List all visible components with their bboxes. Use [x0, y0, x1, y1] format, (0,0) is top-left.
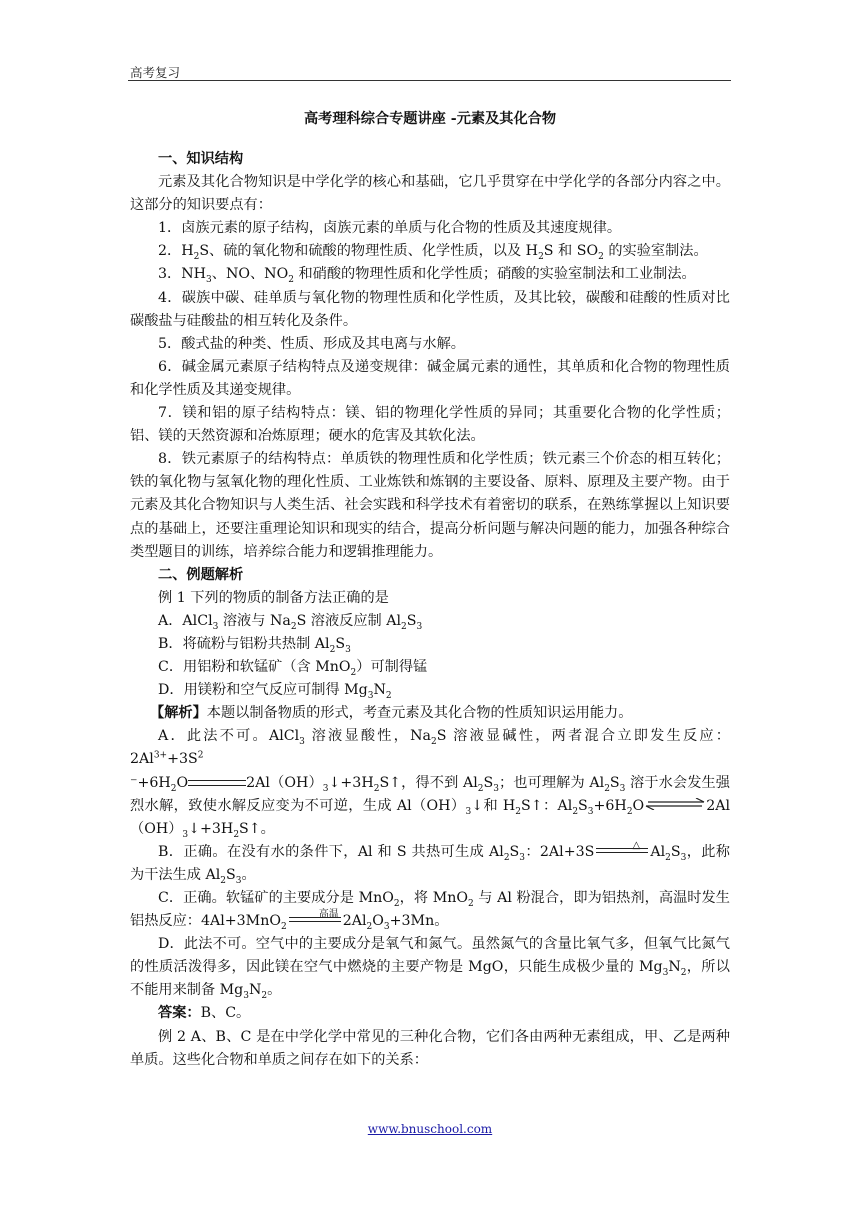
analysis-a: A．此法不可。AlCl$_3$ 溶液显酸性，$Na_2S$ 溶液显碱性，两者混合立即发生反应：$2Al^{3+}+3S^2$ $^-+6H_2O$ $2Al(OH)_3↓+3H_2S↑$，得不到 $Al_2S_3$；也可理解为 $Al_2S_3$ 溶于水会发生强烈水解，致使水解反应变为不可逆，生成 $Al(OH)_3↓$和 $H_2S↑$：$Al_2S_3+6H_2O$ $2Al(OH)_3↓+3H_2S↑$。: [130, 728, 730, 840]
option-c-tail: ）可制得锰: [356, 659, 428, 676]
analysis-label: 【解析】: [150, 705, 207, 722]
point-7: 7．镁和铝的原子结构特点：镁、铝的物理化学性质的异同；其重要化合物的化学性质；铝、镁的天然资源和冶炼原理；硬水的危害及其软化法。: [130, 405, 730, 445]
document-body: [130, 148, 730, 1072]
point-1: 1．卤族元素的原子结构，卤族元素的单质与化合物的性质及其速度规律。: [158, 220, 622, 237]
heat-symbol: △: [632, 839, 641, 851]
high-temp-condition: [287, 909, 343, 925]
section-heading-knowledge: 一、知识结构: [158, 151, 244, 167]
point-3: 3．$NH_3$、NO、$NO_2$ 和硝酸的物理性质和化学性质；硝酸的实验室制法和工业制法。: [158, 266, 696, 286]
analysis-d: D．此法不可。空气中的主要成分是氧气和氮气。虽然氮气的含量比氧气多，但氧气比氮气的性质活泼得多，因此镁在空气中燃烧的主要产物是 MgO，只能生成极少量的 $Mg_3N_2$，所以不能用来制备 $Mg_3N_2$。: [130, 936, 730, 1002]
option-d-text: D．用镁粉和空气反应可制得 Mg: [158, 682, 368, 699]
reversible-arrow-icon: [644, 798, 706, 810]
analysis-b: B．正确。在没有水的条件下，Al 和 S 共热可生成 $Al_2S_3$：2Al+3S △ $Al_2S_3$，此称为干法生成 $Al_2S_3$。: [130, 841, 730, 887]
analysis-text: 本题以制备物质的形式，考查元素及其化合物的性质知识运用能力。: [206, 705, 633, 722]
option-a: A．AlCl$_3$ 溶液与 $Na_2S$ 溶液反应制 $Al_2S_3$: [158, 612, 423, 632]
answer-text: B、C。: [200, 1005, 251, 1022]
equals-sign: [188, 780, 246, 786]
section-heading-examples: 二、例题解析: [158, 566, 244, 583]
example-1-stem: 例 1 下列的物质的制备方法正确的是: [158, 589, 389, 606]
analysis-paragraph: [130, 702, 730, 725]
answer-line: [130, 1002, 730, 1025]
header-label: 高考复习: [130, 65, 181, 80]
intro-paragraph: 元素及其化合物知识是中学化学的核心和基础，它几乎贯穿在中学化学的各部分内容之中。这部分的知识要点有：: [130, 174, 730, 214]
header-divider: [128, 80, 731, 81]
footer-link[interactable]: www.bnuschool.com: [367, 1122, 493, 1136]
example-2: 例 2 A、B、C 是在中学化学中常见的三种化合物，它们各由两种无素组成，甲、乙是两种单质。这些化合物和单质之间存在如下的关系：: [130, 1028, 730, 1068]
high-temp-label: 高温: [318, 909, 339, 921]
option-c-text: C．用铝粉和软锰矿（含 MnO: [158, 659, 351, 676]
option-b: B．将硫粉与铝粉共热制 $Al_2S_3$: [158, 635, 351, 655]
option-c: C．用铝粉和软锰矿（含 MnO$_2$）可制得锰: [158, 659, 428, 678]
option-d: D．用镁粉和空气反应可制得 $Mg_3N_2$: [158, 682, 392, 701]
point-6: 6．碱金属元素原子结构特点及递变规律：碱金属元素的通性，其单质和化合物的物理性质和化学性质及其递变规律。: [130, 358, 730, 398]
point-2: 2．$H_2S$、硫的氧化物和硫酸的物理性质、化学性质，以及 $H_2S$ 和 $SO_2$ 的实验室制法。: [158, 243, 708, 263]
point-8: 8．铁元素原子的结构特点：单质铁的物理性质和化学性质；铁元素三个价态的相互转化；铁的氧化物与氢氧化物的理化性质、工业炼铁和炼钢的主要设备、原料、原理及主要产物。由于元素及其化合物知识与人类生活、社会实践和科学技术有着密切的联系，在熟练掌握以上知识要点的基础上，还要注重理论知识和现实的结合，提高分析问题与解决问题的能力，加强各种综合类型题目的训练，培养综合能力和逻辑推理能力。: [130, 451, 730, 560]
point-5: 5．酸式盐的种类、性质、形成及其电离与水解。: [158, 335, 465, 352]
answer-label: 答案：: [158, 1005, 201, 1022]
analysis-c: C．正确。软锰矿的主要成分是 MnO$_2$，将 MnO$_2$ 与 Al 粉混合，即为铝热剂，高温时发生铝热反应：4Al+3MnO$_2$ 高温 $2Al_2O_3+3Mn$。: [130, 890, 730, 932]
heat-condition: [594, 839, 650, 856]
page-title: 高考理科综合专题讲座 -元素及其化合物: [303, 111, 557, 127]
point-4: 4．碳族中碳、硅单质与氧化物的物理性质和化学性质，及其比较，碳酸和硅酸的性质对比碳酸盐与硅酸盐的相互转化及条件。: [130, 289, 730, 329]
option-b-text: B．将硫粉与铝粉共热制 Al: [158, 635, 330, 652]
